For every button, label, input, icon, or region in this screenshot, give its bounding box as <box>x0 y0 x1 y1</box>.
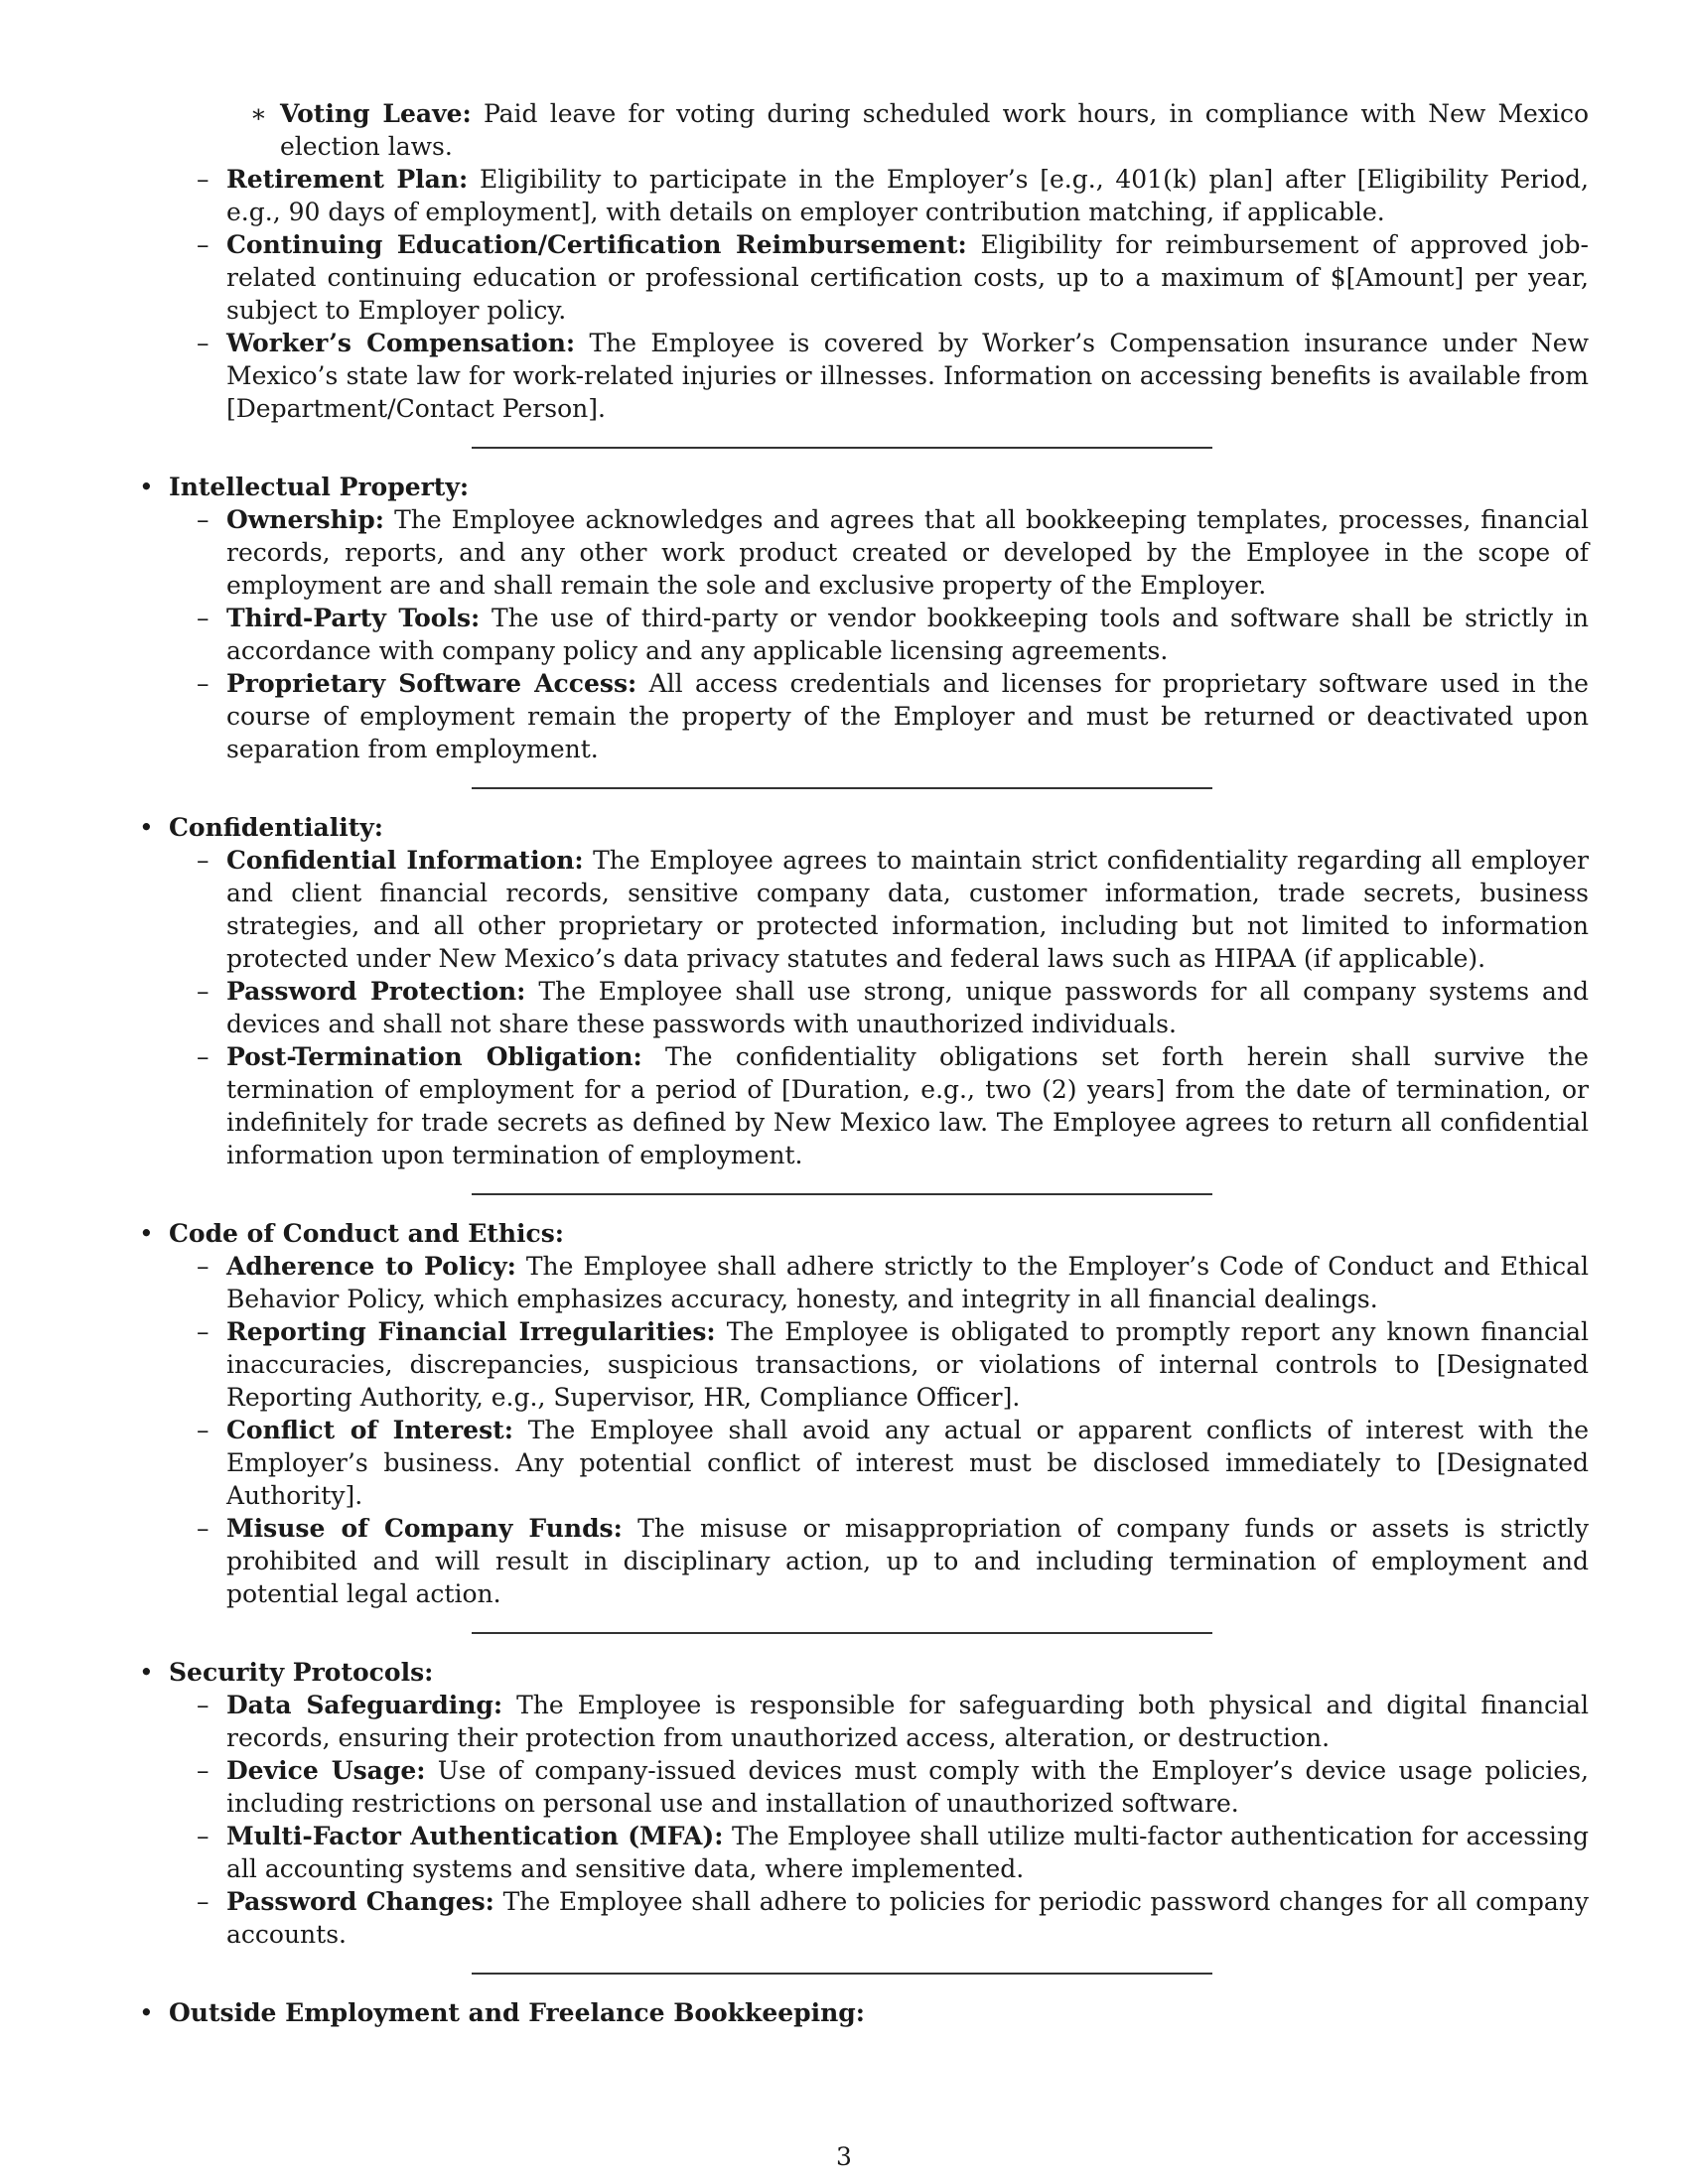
item-text: The confidentiality obligations set forth herein shall survive the termination of employment for a period of [Duration, e.g., two (2) years] from the date of termination, or indefinitely for trade secrets as defined by New Mexico law. The Employee agrees to return all confidential information upon termination of employment. <box>226 1042 1589 1169</box>
round-bullet: • <box>139 1658 154 1687</box>
workers-compensation-item <box>127 327 1589 425</box>
misuse-of-funds-item <box>127 1512 1589 1610</box>
item-text: The Employee shall utilize multi-factor authentication for accessing all accounting systems and sensitive data, where implemented. <box>226 1822 1589 1883</box>
dash-bullet: – <box>197 230 210 259</box>
retirement-plan-item <box>127 163 1589 228</box>
adherence-to-policy-item <box>127 1250 1589 1315</box>
page-content <box>127 97 1589 2029</box>
item-title: Multi-Factor Authentication (MFA): <box>226 1822 724 1850</box>
section-divider <box>472 1193 1212 1195</box>
item-text: The Employee shall adhere strictly to the Employer’s Code of Conduct and Ethical Behavior Policy, which emphasizes accuracy, honesty, and integrity in all financial dealings. <box>226 1252 1589 1313</box>
page-number: 3 <box>836 2142 852 2171</box>
dash-bullet: – <box>197 1756 210 1785</box>
item-text: The Employee agrees to maintain strict confidentiality regarding all employer and client financial records, sensitive company data, customer information, trade secrets, business strategies, and all other proprietary or protected information, including but not limited to information protected under New Mexico’s data privacy statutes and federal laws such as HIPAA (if applicable). <box>226 846 1589 973</box>
proprietary-software-item <box>127 667 1589 765</box>
item-text: The Employee shall avoid any actual or apparent conflicts of interest with the Employer’s business. Any potential conflict of interest must be disclosed immediately to [Designated Authority]. <box>226 1416 1590 1510</box>
section-intellectual-property <box>127 471 1589 503</box>
section-heading: Outside Employment and Freelance Bookkeeping: <box>169 1998 865 2027</box>
section-heading: Confidentiality: <box>169 813 384 842</box>
dash-bullet: – <box>197 165 210 194</box>
third-party-tools-item <box>127 602 1589 667</box>
item-text: The Employee is obligated to promptly report any known financial inaccuracies, discrepancies, suspicious transactions, or violations of internal controls to [Designated Reporting Authority, e.g., Supervisor, HR, Compliance Officer]. <box>226 1317 1589 1412</box>
item-title: Post-Termination Obligation: <box>226 1042 642 1071</box>
voting-leave-item <box>127 97 1589 163</box>
reporting-irregularities-item <box>127 1315 1589 1414</box>
round-bullet: • <box>139 813 154 842</box>
dash-bullet: – <box>197 604 210 632</box>
item-text: The Employee acknowledges and agrees that all bookkeeping templates, processes, financial records, reports, and any other work product created or developed by the Employee in the scope of employment are and shall remain the sole and exclusive property of the Employer. <box>226 505 1589 600</box>
item-text: Use of company-issued devices must comply with the Employer’s device usage policies, including restrictions on personal use and installation of unauthorized software. <box>226 1756 1589 1818</box>
item-text: The use of third-party or vendor bookkeeping tools and software shall be strictly in accordance with company policy and any applicable licensing agreements. <box>226 604 1590 665</box>
dash-bullet: – <box>197 669 210 698</box>
item-title: Reporting Financial Irregularities: <box>226 1317 716 1346</box>
section-heading: Security Protocols: <box>169 1658 434 1687</box>
dash-bullet: – <box>197 846 210 875</box>
item-title: Voting Leave: <box>280 99 472 128</box>
item-text: All access credentials and licenses for proprietary software used in the course of employment remain the property of the Employer and must be returned or deactivated upon separation from employment. <box>226 669 1589 763</box>
item-title: Device Usage: <box>226 1756 426 1785</box>
confidential-information-item <box>127 844 1589 975</box>
dash-bullet: – <box>197 1252 210 1281</box>
section-divider <box>472 787 1212 789</box>
section-heading: Intellectual Property: <box>169 473 470 501</box>
item-title: Retirement Plan: <box>226 165 469 194</box>
item-title: Data Safeguarding: <box>226 1691 503 1719</box>
section-outside-employment <box>127 1996 1589 2029</box>
item-text: Paid leave for voting during scheduled work hours, in compliance with New Mexico election laws. <box>280 99 1589 161</box>
item-title: Confidential Information: <box>226 846 584 875</box>
item-title: Adherence to Policy: <box>226 1252 516 1281</box>
item-title: Password Protection: <box>226 977 526 1006</box>
asterisk-bullet: ∗ <box>250 99 267 128</box>
item-text: Eligibility to participate in the Employer’s [e.g., 401(k) plan] after [Eligibility Period, e.g., 90 days of employment], with details on employer contribution matching, if applicable. <box>226 165 1589 226</box>
dash-bullet: – <box>197 1042 210 1071</box>
section-divider <box>472 1973 1212 1975</box>
item-title: Proprietary Software Access: <box>226 669 637 698</box>
dash-bullet: – <box>197 1691 210 1719</box>
dash-bullet: – <box>197 977 210 1006</box>
item-title: Ownership: <box>226 505 385 534</box>
item-text: The Employee shall adhere to policies for periodic password changes for all company accounts. <box>226 1887 1589 1949</box>
item-text: The Employee shall use strong, unique passwords for all company systems and devices and shall not share these passwords with unauthorized individuals. <box>226 977 1589 1038</box>
section-confidentiality <box>127 811 1589 844</box>
item-text: Eligibility for reimbursement of approved job-related continuing education or professional certification costs, up to a maximum of $[Amount] per year, subject to Employer policy. <box>226 230 1589 325</box>
dash-bullet: – <box>197 505 210 534</box>
section-heading: Code of Conduct and Ethics: <box>169 1219 565 1248</box>
round-bullet: • <box>139 1219 154 1248</box>
post-termination-item <box>127 1040 1589 1171</box>
section-security-protocols <box>127 1656 1589 1689</box>
section-code-of-conduct <box>127 1217 1589 1250</box>
section-divider <box>472 1632 1212 1634</box>
section-divider <box>472 447 1212 449</box>
dash-bullet: – <box>197 1822 210 1850</box>
dash-bullet: – <box>197 1514 210 1543</box>
item-title: Third-Party Tools: <box>226 604 481 632</box>
dash-bullet: – <box>197 1887 210 1916</box>
item-text: The Employee is covered by Worker’s Compensation insurance under New Mexico’s state law for work-related injuries or illnesses. Information on accessing benefits is available from [Department/Contact Person]. <box>226 329 1589 423</box>
password-changes-item <box>127 1885 1589 1951</box>
item-title: Conflict of Interest: <box>226 1416 513 1444</box>
mfa-item <box>127 1820 1589 1885</box>
item-title: Misuse of Company Funds: <box>226 1514 623 1543</box>
ownership-item <box>127 503 1589 602</box>
item-title: Worker’s Compensation: <box>226 329 576 357</box>
round-bullet: • <box>139 1998 154 2027</box>
round-bullet: • <box>139 473 154 501</box>
dash-bullet: – <box>197 329 210 357</box>
item-title: Continuing Education/Certification Reimbursement: <box>226 230 967 259</box>
dash-bullet: – <box>197 1317 210 1346</box>
dash-bullet: – <box>197 1416 210 1444</box>
conflict-of-interest-item <box>127 1414 1589 1512</box>
device-usage-item <box>127 1754 1589 1820</box>
item-text: The misuse or misappropriation of company funds or assets is strictly prohibited and will result in disciplinary action, up to and including termination of employment and potential legal action. <box>226 1514 1590 1608</box>
password-protection-item <box>127 975 1589 1040</box>
continuing-education-item <box>127 228 1589 327</box>
item-text: The Employee is responsible for safeguarding both physical and digital financial records, ensuring their protection from unauthorized access, alteration, or destruction. <box>226 1691 1589 1752</box>
item-title: Password Changes: <box>226 1887 494 1916</box>
data-safeguarding-item <box>127 1689 1589 1754</box>
